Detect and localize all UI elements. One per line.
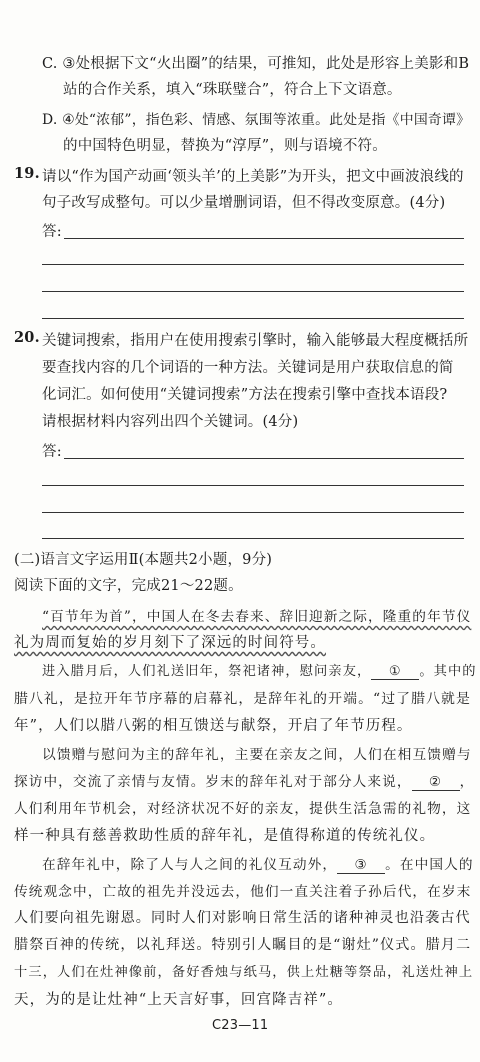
question-20-answer-line-1[interactable] <box>64 458 464 459</box>
question-20-number: 20. <box>14 329 40 346</box>
passage-p4-line1 <box>42 853 474 874</box>
passage-p4-line1-end: 。在中国人的 <box>385 857 474 873</box>
passage-p1-line2: 礼为周而复始的岁月刻下了深远的时间符号。 <box>14 635 326 651</box>
passage-p4-line5: 十三，人们在灶神像前，备好香烛与纸马，供上灶糖等祭品，礼送灶神上 <box>14 965 474 980</box>
option-d-line2: 的中国特色明显，替换为“淳厚”，则与语境不符。 <box>63 138 387 154</box>
question-20-line4: 请根据材料内容列出四个关键词。(4分) <box>42 414 299 430</box>
passage-p4-line4: 腊祭百神的传统，以礼拜送。特别引人瞩目的是“谢灶”仪式。腊月二 <box>14 937 472 953</box>
option-c-line2: 站的合作关系，填入“珠联璧合”，符合上下文语意。 <box>63 82 402 98</box>
passage-p3-line2-end: ， <box>459 774 475 790</box>
passage-p2-line1 <box>42 660 477 680</box>
question-20-line3: 化词汇。如何使用“关键词搜索”方法在搜索引擎中查找本语段? <box>42 387 448 403</box>
question-19-line1: 请以“作为国产动画‘领头羊’的上美影”为开头，把文中画波浪线的 <box>42 169 464 185</box>
question-20-answer-line-2[interactable] <box>42 485 464 486</box>
passage-p4-line1-text: 在辞年礼中，除了人与人之间的礼仪互动外， <box>42 857 338 873</box>
question-19-answer-label: 答: <box>42 224 62 240</box>
option-d-line1: D. ④处“浓郁”，指色彩、情感、氛围等浓重。此处是指《中国奇谭》 <box>42 112 471 128</box>
passage-p3-line2 <box>14 770 474 791</box>
question-19-number: 19. <box>14 165 40 182</box>
section-header: (二)语言文字运用Ⅱ(本题共2小题，9分) <box>14 552 273 568</box>
passage-p2-line1-text: 进入腊月后，人们礼送旧年，祭祀诸神，慰问亲友， <box>42 664 372 679</box>
question-19-line2: 句子改写成整句。可以少量增删词语，但不得改变原意。(4分) <box>42 195 446 211</box>
question-19-answer-line-3[interactable] <box>42 291 464 292</box>
passage-p4-line3: 人们要向祖先谢恩。同时人们对影响日常生活的诸种神灵也沿袭古代 <box>14 910 471 926</box>
question-19-answer-line-1[interactable] <box>64 238 464 239</box>
passage-p2-line1-end: 。其中的 <box>419 664 477 679</box>
blank-1: ① <box>371 664 419 680</box>
passage-p3-line1: 以馈赠与慰问为主的辞年礼，主要在亲友之间，人们在相互馈赠与 <box>42 747 472 763</box>
passage-p4-line2: 传统观念中，亡故的祖先并没远去，他们一直关注着子孙后代，在岁末 <box>14 884 472 900</box>
question-19-answer-line-4[interactable] <box>42 318 464 319</box>
blank-3: ③ <box>337 857 385 874</box>
question-19-answer-line-2[interactable] <box>42 264 464 265</box>
passage-p3-line2-text: 探访中，交流了亲情与友情。岁末的辞年礼对于部分人来说， <box>14 774 412 790</box>
passage-p3-line3: 人们利用年节机会，对经济状况不好的亲友，提供生活急需的礼物，这 <box>14 801 472 817</box>
page-code: C23—11 <box>212 1018 269 1033</box>
section-instruction: 阅读下面的文字，完成21～22题。 <box>14 578 243 594</box>
question-20-line1: 关键词搜索，指用户在使用搜索引擎时，输入能够最大程度概括所 <box>42 333 469 349</box>
passage-p1-line1: “百节年为首”，中国人在冬去春来、辞旧迎新之际，隆重的年节仪 <box>42 609 472 625</box>
passage-p3-line4: 样一种具有慈善救助性质的辞年礼，是值得称道的传统礼仪。 <box>14 828 436 844</box>
passage-p2-line2: 腊八礼，是拉开年节序幕的启幕礼，是辞年礼的开端。“过了腊八就是 <box>14 691 471 707</box>
passage-p4-line6: 天，为的是让灶神“上天言好事，回宫降吉祥”。 <box>14 992 344 1008</box>
option-c-line1: C. ③处根据下文“火出圈”的结果，可推知，此处是形容上美影和B <box>42 56 470 72</box>
question-20-answer-line-3[interactable] <box>42 512 464 513</box>
question-20-answer-line-4[interactable] <box>42 538 464 539</box>
question-20-line2: 要查找内容的几个词语的一种方法。关键词是用户获取信息的简 <box>42 360 454 376</box>
blank-2: ② <box>412 774 460 791</box>
passage-p2-line3: 年”，人们以腊八粥的相互馈送与献祭，开启了年节历程。 <box>14 718 413 734</box>
question-20-answer-label: 答: <box>42 444 62 460</box>
